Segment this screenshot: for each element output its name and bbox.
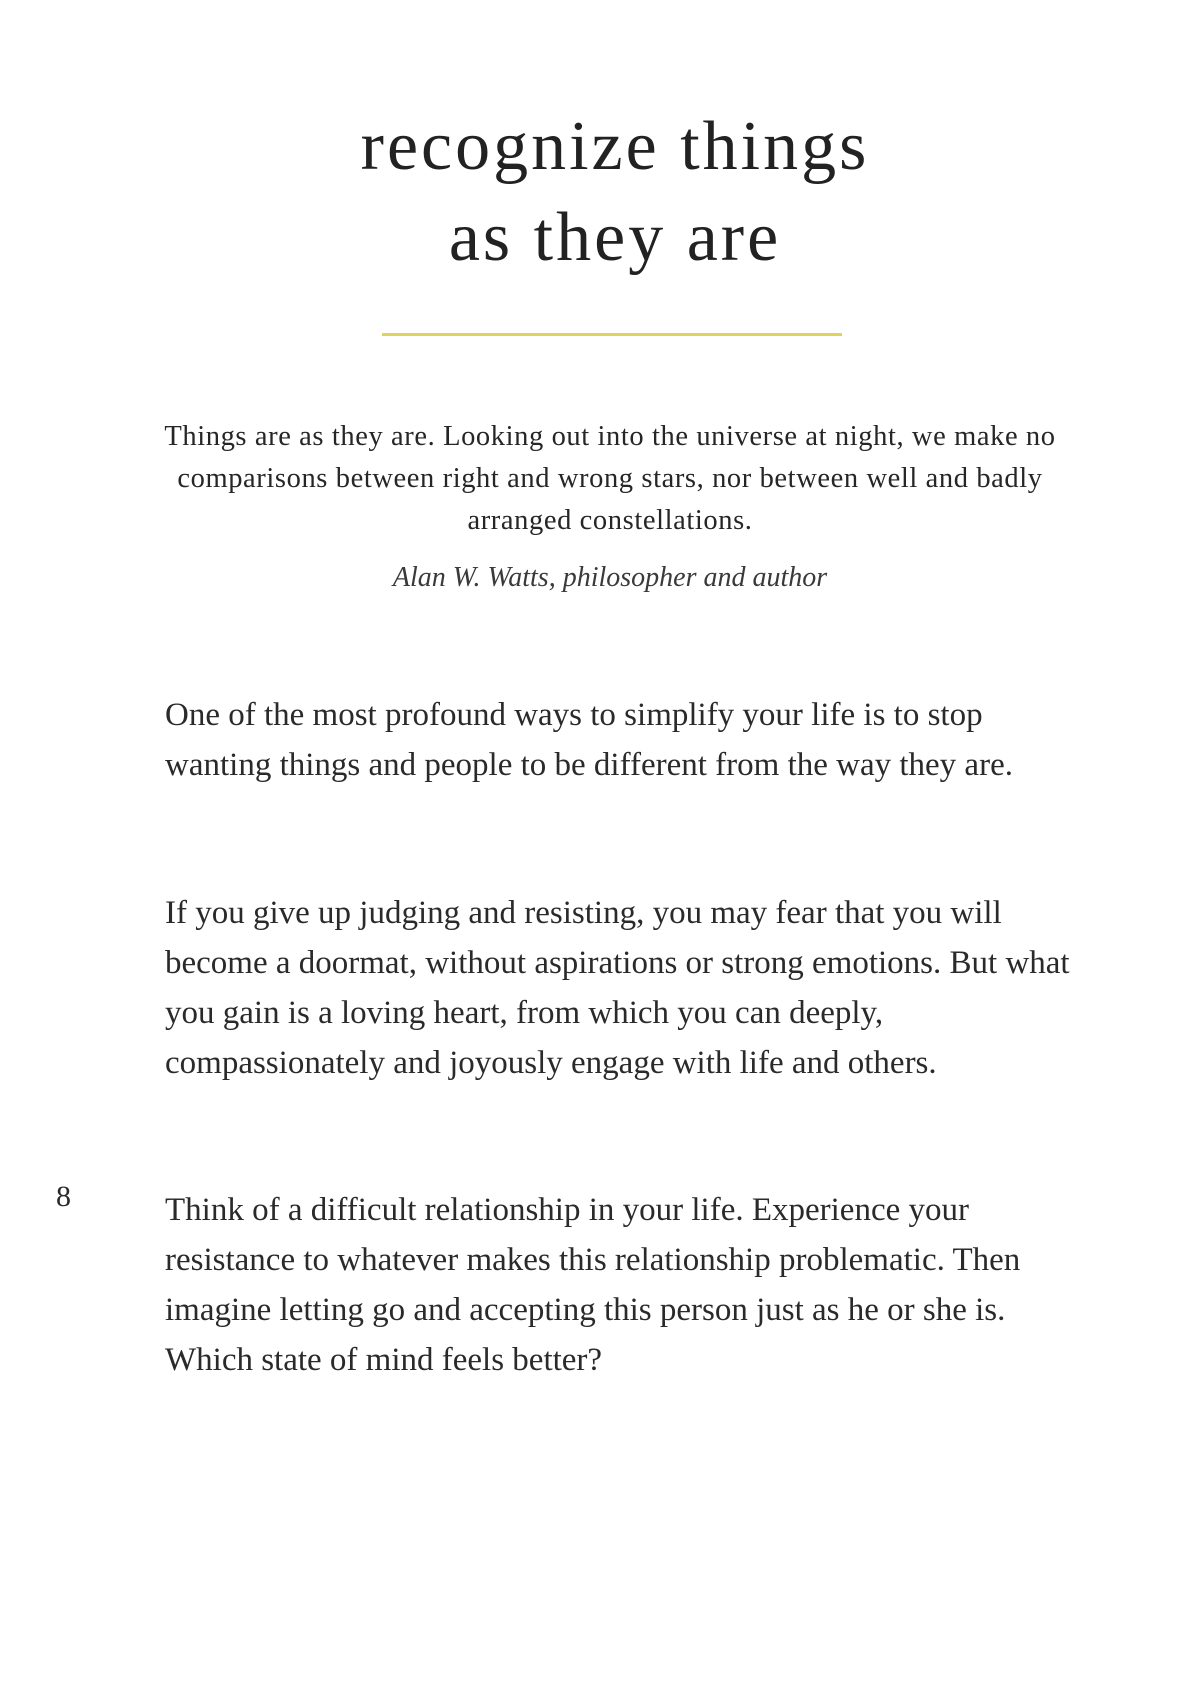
body-paragraph-2: If you give up judging and resisting, you may fear that you will become a doormat, without aspirations or strong emotions. But what you gain is a loving heart, from which you can deeply, compassionately and joyously engage with life and others. [165, 895, 1070, 1081]
body-paragraph-3: Think of a difficult relationship in your life. Experience your resistance to whatever makes this relationship problematic. Then imagine letting go and accepting this person just as he or she is. Which state of mind feels better? [165, 1192, 1021, 1378]
body-paragraph-1: One of the most profound ways to simplify your life is to stop wanting things and people to be different from the way they are. [165, 697, 1013, 783]
page-title-line-1: recognize things [360, 108, 870, 185]
epigraph-attribution: Alan W. Watts, philosopher and author [392, 562, 828, 593]
title-divider [382, 333, 842, 336]
page-title-line-2: as they are [448, 199, 782, 276]
epigraph-quote: Things are as they are. Looking out into the universe at night, we make no comparisons between right and wrong stars, nor between well and badly arranged constellations. [164, 421, 1056, 536]
page-number: 8 [56, 1180, 71, 1213]
